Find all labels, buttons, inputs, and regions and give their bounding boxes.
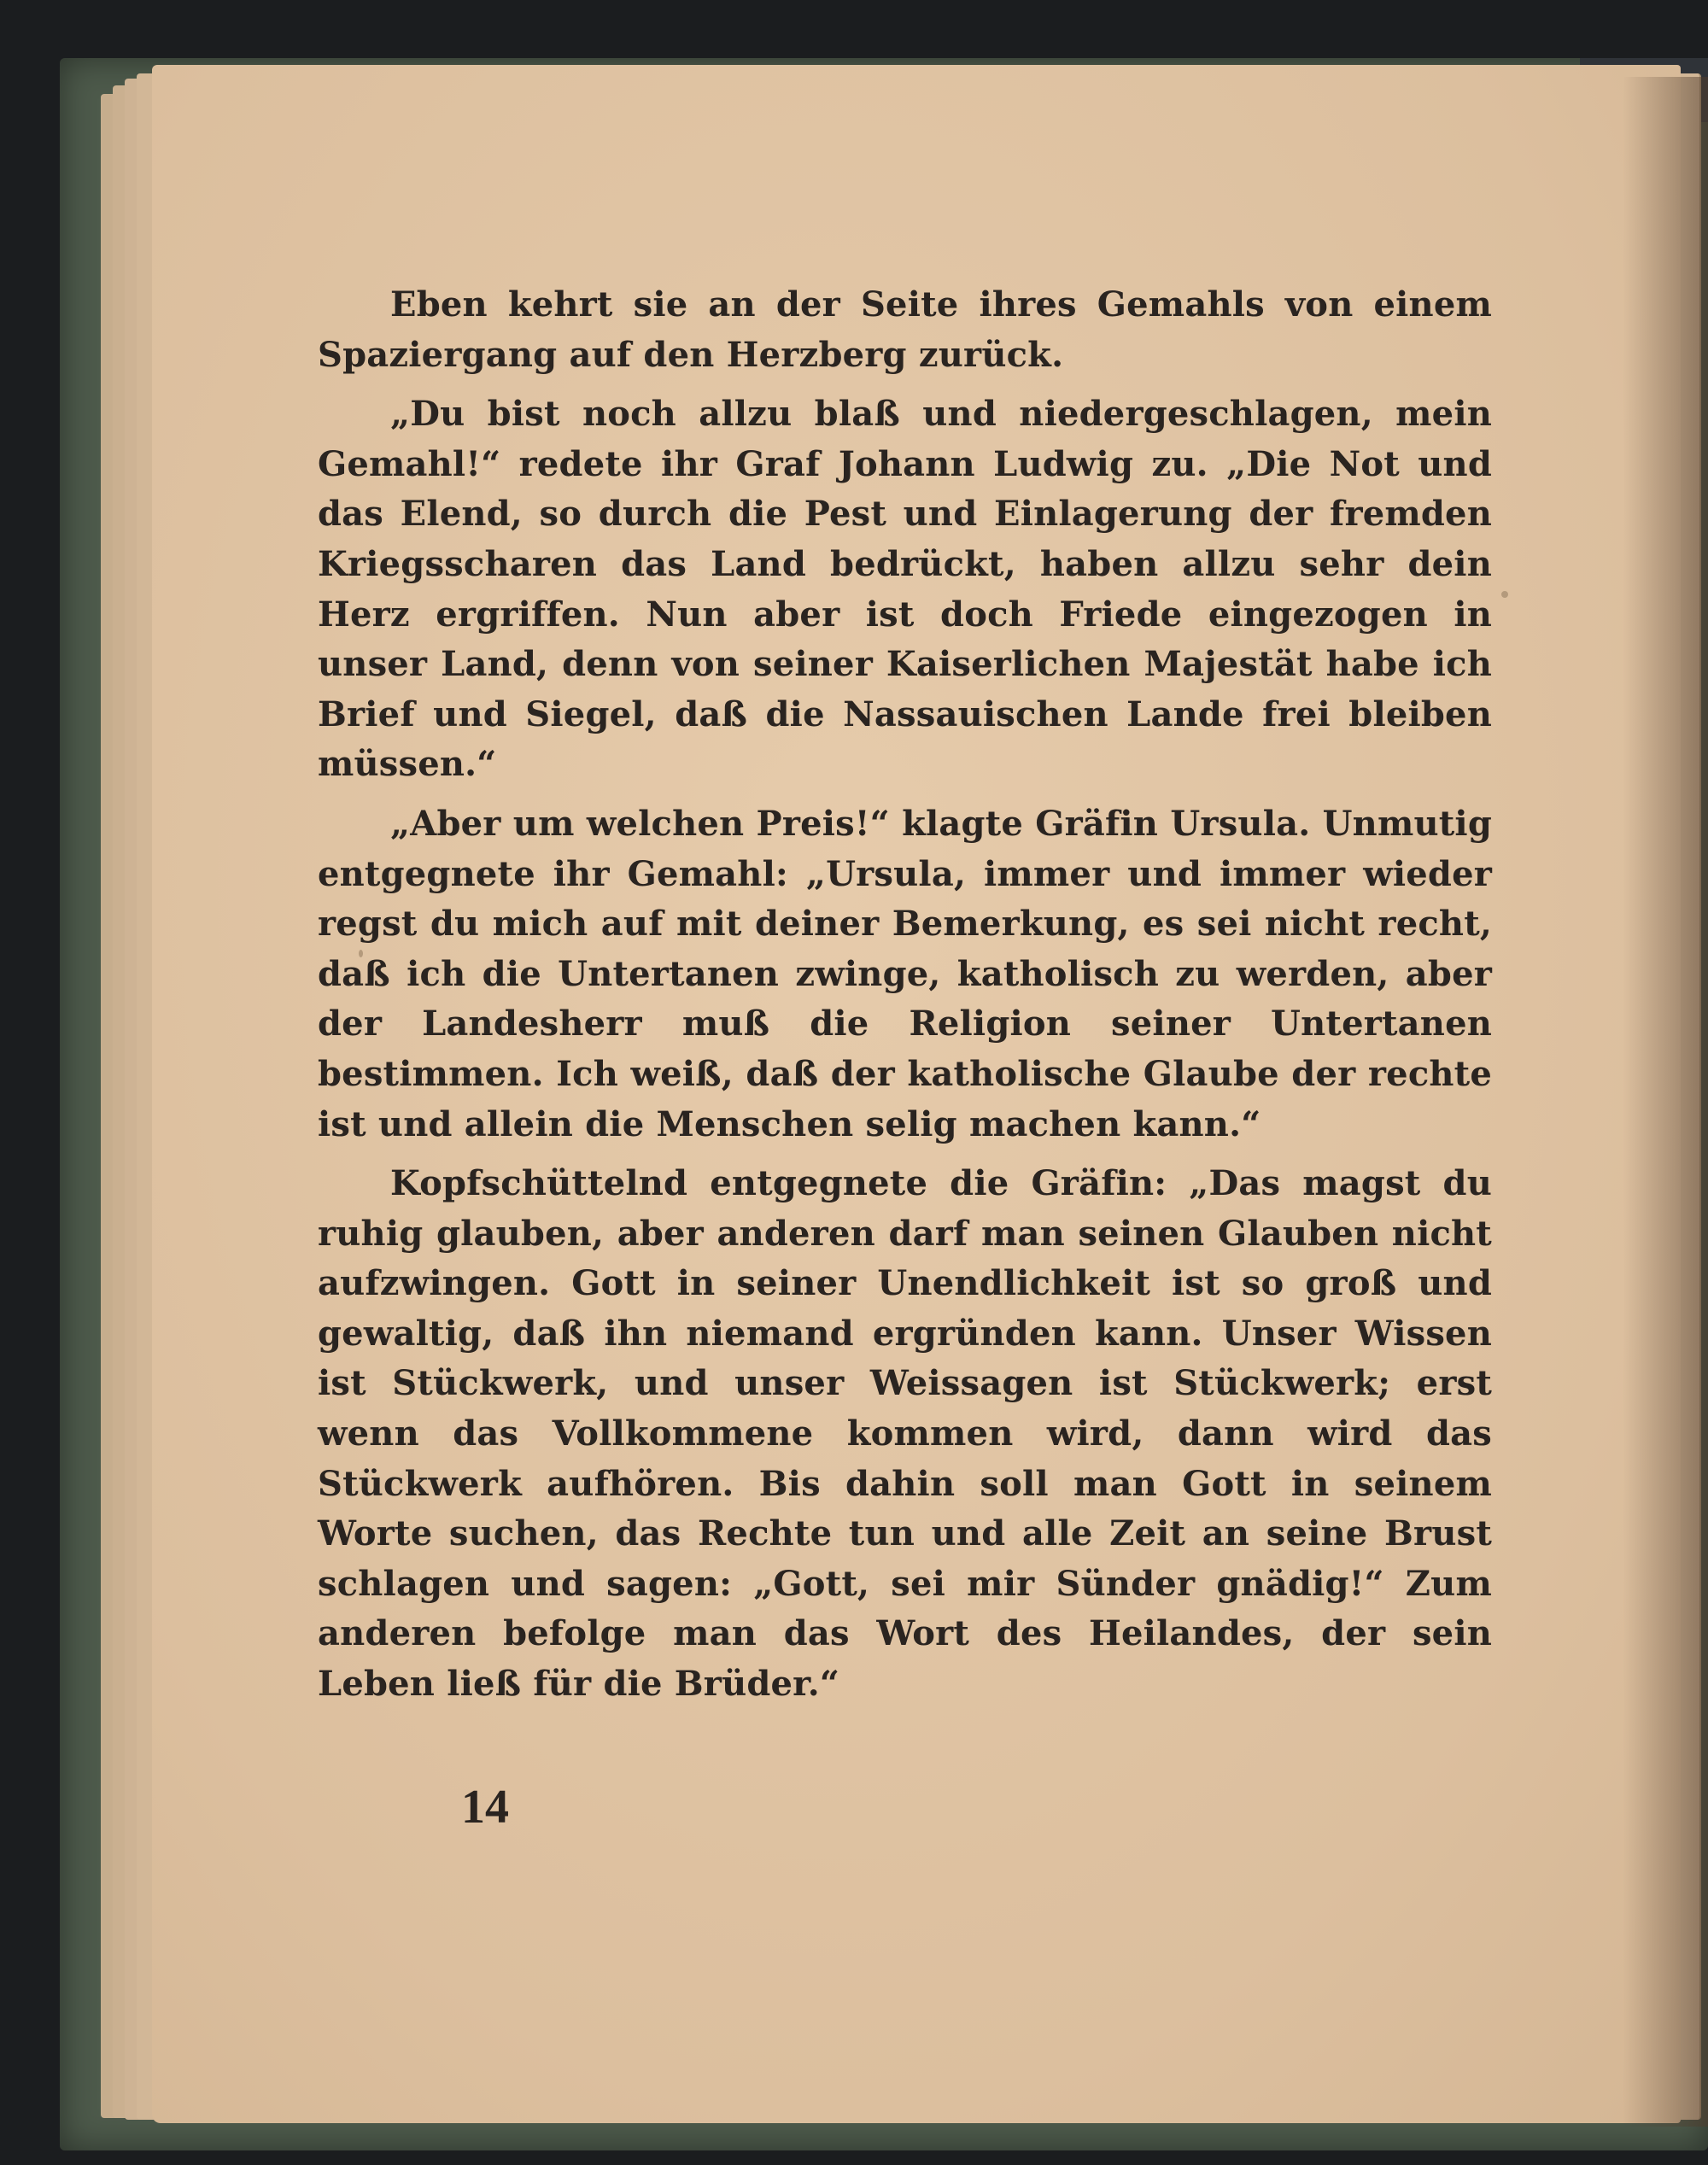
- page-number: 14: [461, 1781, 509, 1834]
- paper-speck: [1501, 591, 1508, 598]
- paragraph: „Du bist noch allzu blaß und niedergeschlagen, mein Gemahl!“ redete ihr Graf Johann Ludwig zu. „Die Not und das Elend, so durch die Pest und Einlagerung der fremden Kriegsscharen das Land bedrückt, haben allzu sehr dein Herz ergriffen. Nun aber ist doch Friede eingezogen in unser Land, denn von seiner Kaiserlichen Majestät habe ich Brief und Siegel, daß die Nassauischen Lande frei bleiben müssen.“: [318, 394, 1492, 785]
- binding-shadow: [1623, 77, 1708, 2127]
- body-text: [318, 280, 1492, 1719]
- paragraph: Eben kehrt sie an der Seite ihres Gemahls von einem Spaziergang auf den Herzberg zurück.: [318, 284, 1492, 375]
- paragraph: „Aber um welchen Preis!“ klagte Gräfin Ursula. Unmutig entgegnete ihr Gemahl: „Ursula, immer und immer wieder regst du mich auf mit deiner Bemerkung, es sei nicht recht, daß ich die Untertanen zwinge, katholisch zu werden, aber der Landesherr muß die Religion seiner Untertanen bestimmen. Ich weiß, daß der katholische Glaube der rechte ist und allein die Menschen selig machen kann.“: [318, 803, 1492, 1144]
- paragraph: Kopfschüttelnd entgegnete die Gräfin: „Das magst du ruhig glauben, aber anderen darf man seinen Glauben nicht aufzwingen. Gott in seiner Unendlichkeit ist so groß und gewaltig, daß ihn niemand ergründen kann. Unser Wissen ist Stückwerk, und unser Weissagen ist Stückwerk; erst wenn das Vollkommene kommen wird, dann wird das Stückwerk aufhören. Bis dahin soll man Gott in seinem Worte suchen, das Rechte tun und alle Zeit an seine Brust schlagen und sagen: „Gott, sei mir Sünder gnädig!“ Zum anderen befolge man das Wort des Heilandes, der sein Leben ließ für die Brüder.“: [318, 1163, 1492, 1705]
